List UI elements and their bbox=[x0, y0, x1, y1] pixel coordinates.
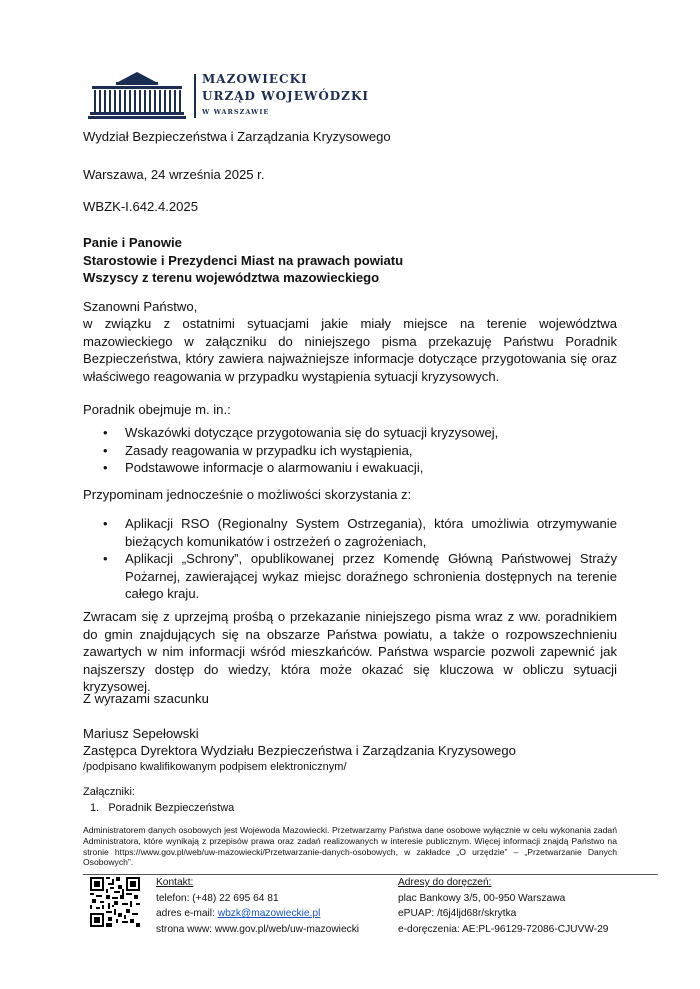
list-item: • Aplikacji „Schrony”, opublikowanej przez Komendę Główną Państwowej Straży Pożarnej, zawierającej wykaz miejsc doraźnego schronienia dostępnych na terenie całego kraju. bbox=[83, 550, 617, 603]
gdpr-notice: Administratorem danych osobowych jest Wojewoda Mazowiecki. Przetwarzamy Państwa dane osobowe wyłącznie w celu wykonania zadań Administratora, które wynikają z przepisów prawa oraz zadań realizowanych w interesie publicznym. Więcej informacji znajdą Państwo na stronie https://www.gov.pl/web/uw-mazowiecki/Przetwarzanie-danych-osobowych, w zakładce „O urzędzie” – „Przetwarzanie Danych Osobowych”. bbox=[83, 825, 617, 868]
list-item: • Podstawowe informacje o alarmowaniu i ewakuacji, bbox=[83, 459, 617, 477]
contact-email-label: adres e-mail: bbox=[156, 908, 218, 919]
addressee-line: Panie i Panowie bbox=[83, 235, 182, 250]
logo-divider bbox=[194, 74, 196, 118]
apps-heading: Przypominam jednocześnie o możliwości skorzystania z: bbox=[83, 487, 412, 502]
contact-email-link[interactable]: wbzk@mazowieckie.pl bbox=[217, 908, 321, 919]
reference-number: WBZK-I.642.4.2025 bbox=[83, 199, 198, 214]
list-item: • Wskazówki dotyczące przygotowania się do sytuacji kryzysowej, bbox=[83, 424, 617, 442]
signature-note: /podpisano kwalifikowanym podpisem elektronicznym/ bbox=[83, 761, 347, 773]
contact-heading: Kontakt: bbox=[156, 877, 194, 888]
qr-code-icon bbox=[90, 877, 140, 927]
guide-list bbox=[83, 424, 617, 477]
contact-email-row bbox=[156, 906, 359, 922]
department-name: Wydział Bezpieczeństwa i Zarządzania Kryzysowego bbox=[83, 129, 391, 144]
delivery-edelivery: e-doręczenia: AE:PL-96129-72086-CJUVW-29 bbox=[398, 923, 609, 935]
logo-line1: MAZOWIECKI bbox=[202, 72, 308, 86]
salutation: Szanowni Państwo, bbox=[83, 299, 198, 314]
request-paragraph: Zwracam się z uprzejmą prośbą o przekazanie niniejszego pisma wraz z ww. poradnikiem do gmin znajdujących się na obszarze Państwa powiatu, a także o rozpowszechnieniu zawartych w nim informacji wśród mieszkańców. Państwa wsparcie pozwoli zapewnić jak najszerszy dostęp do wiedzy, która może okazać się kluczowa w obliczu sytuacji kryzysowej. bbox=[83, 609, 617, 694]
attachments-heading: Załączniki: bbox=[83, 786, 135, 798]
intro-paragraph: w związku z ostatnimi sytuacjami jakie miały miejsce na terenie województwa mazowieckiego w załączniku do niniejszego pisma przekazuję Państwu Poradnik Bezpieczeństwa, który zawiera najważniejsze informacje dotyczące przygotowania się oraz właściwego reagowania w przypadku wystąpienia sytuacji kryzysowych. bbox=[83, 316, 617, 384]
delivery-heading: Adresy do doręczeń: bbox=[398, 877, 492, 888]
footer-contact bbox=[156, 875, 359, 937]
list-item: • Aplikacji RSO (Regionalny System Ostrzegania), która umożliwia otrzymywanie bieżących komunikatów i ostrzeżeń o zagrożeniach, bbox=[83, 515, 617, 550]
logo-line2: URZĄD WOJEWÓDZKI bbox=[202, 89, 369, 103]
contact-phone: telefon: (+48) 22 695 64 81 bbox=[156, 892, 279, 904]
delivery-epuap: ePUAP: /t6j4ljd68r/skrytka bbox=[398, 908, 517, 919]
attachment-item: 1. Poradnik Bezpieczeństwa bbox=[90, 802, 235, 814]
guide-heading: Poradnik obejmuje m. in.: bbox=[83, 402, 231, 417]
logo bbox=[88, 70, 369, 122]
place-date: Warszawa, 24 września 2025 r. bbox=[83, 167, 265, 182]
logo-line3: W WARSZAWIE bbox=[202, 108, 270, 116]
delivery-address: plac Bankowy 3/5, 00-950 Warszawa bbox=[398, 892, 566, 904]
apps-list bbox=[83, 515, 617, 603]
contact-website: strona www: www.gov.pl/web/uw-mazowiecki bbox=[156, 923, 360, 935]
building-logo-icon bbox=[88, 70, 186, 120]
closing: Z wyrazami szacunku bbox=[83, 691, 209, 706]
list-item: • Zasady reagowania w przypadku ich wystąpienia, bbox=[83, 442, 617, 460]
signatory-name: Mariusz Sepełowski bbox=[83, 726, 199, 741]
addressee-line: Starostowie i Prezydenci Miast na prawach powiatu bbox=[83, 252, 404, 268]
addressee-line: Wszyscy z terenu województwa mazowieckiego bbox=[83, 270, 380, 285]
footer-delivery bbox=[398, 875, 608, 937]
addressee-block bbox=[83, 234, 403, 287]
signatory-title: Zastępca Dyrektora Wydziału Bezpieczeństwa i Zarządzania Kryzysowego bbox=[83, 743, 516, 758]
